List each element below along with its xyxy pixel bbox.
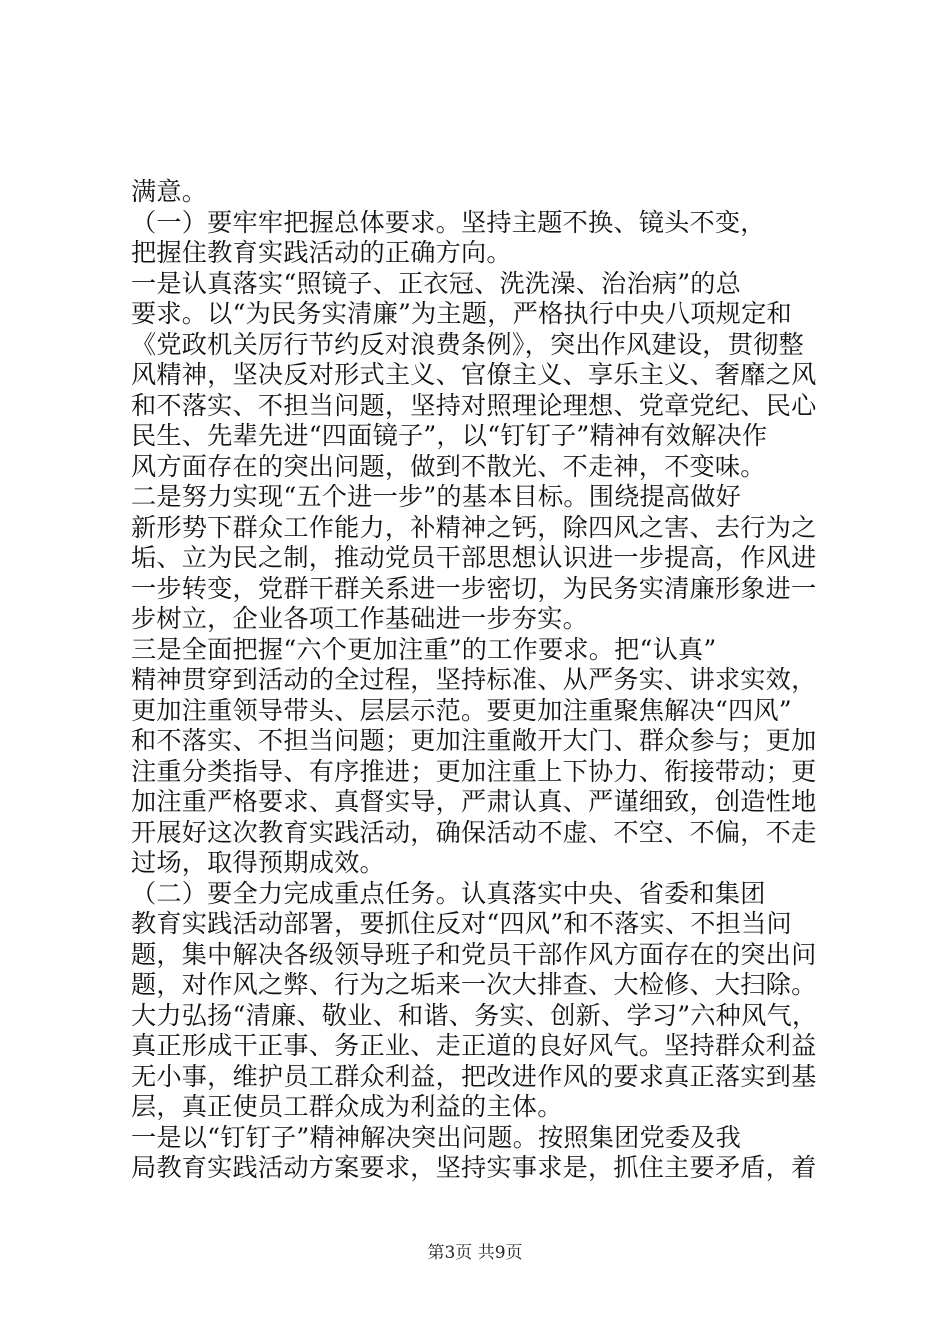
text-line: 开展好这次教育实践活动，确保活动不虚、不空、不偏，不走 bbox=[131, 818, 817, 847]
text-line: 注重分类指导、有序推进；更加注重上下协力、衔接带动；更 bbox=[131, 757, 817, 786]
text-line: 民生、先辈先进“四面镜子”，以“钉钉子”精神有效解决作 bbox=[131, 421, 768, 450]
text-line: 无小事，维护员工群众利益，把改进作风的要求真正落实到基 bbox=[131, 1062, 817, 1091]
text-line: 层，真正使员工群众成为利益的主体。 bbox=[131, 1092, 563, 1121]
text-line: 题，对作风之弊、行为之垢来一次大排查、大检修、大扫除。 bbox=[131, 970, 817, 999]
text-line: 新形势下群众工作能力，补精神之钙，除四风之害、去行为之 bbox=[131, 513, 817, 542]
text-line: 和不落实、不担当问题；更加注重敞开大门、群众参与；更加 bbox=[131, 726, 817, 755]
text-line: 步树立，企业各项工作基础进一步夯实。 bbox=[131, 604, 588, 633]
text-line: （二）要全力完成重点任务。认真落实中央、省委和集团 bbox=[131, 879, 766, 908]
text-line: 把握住教育实践活动的正确方向。 bbox=[131, 238, 512, 267]
text-line: 大力弘扬“清廉、敬业、和谐、务实、创新、学习”六种风气， bbox=[131, 1001, 818, 1030]
text-line: 风精神，坚决反对形式主义、官僚主义、享乐主义、奢靡之风 bbox=[131, 360, 817, 389]
text-line: 满意。 bbox=[131, 177, 208, 206]
text-line: 风方面存在的突出问题，做到不散光、不走神，不变味。 bbox=[131, 452, 766, 481]
text-line: 一步转变，党群干群关系进一步密切，为民务实清廉形象进一 bbox=[131, 574, 817, 603]
text-line: 一是以“钉钉子”精神解决突出问题。按照集团党委及我 bbox=[131, 1123, 742, 1152]
text-line: 加注重严格要求、真督实导，严肃认真、严谨细致，创造性地 bbox=[131, 787, 817, 816]
text-line: 题，集中解决各级领导班子和党员干部作风方面存在的突出问 bbox=[131, 940, 817, 969]
text-line: 真正形成干正事、务正业、走正道的良好风气。坚持群众利益 bbox=[131, 1031, 817, 1060]
text-line: 精神贯穿到活动的全过程，坚持标准、从严务实、讲求实效， bbox=[131, 665, 817, 694]
text-line: 要求。以“为民务实清廉”为主题，严格执行中央八项规定和 bbox=[131, 299, 792, 328]
text-line: 局教育实践活动方案要求，坚持实事求是，抓住主要矛盾，着 bbox=[131, 1153, 817, 1182]
text-line: 过场，取得预期成效。 bbox=[131, 848, 385, 877]
text-line: 教育实践活动部署，要抓住反对“四风”和不落实、不担当问 bbox=[131, 909, 792, 938]
text-line: 《党政机关厉行节约反对浪费条例》，突出作风建设，贯彻整 bbox=[131, 330, 804, 359]
text-line: 二是努力实现“五个进一步”的基本目标。围绕提高做好 bbox=[131, 482, 742, 511]
text-line: 垢、立为民之制，推动党员干部思想认识进一步提高，作风进 bbox=[131, 543, 817, 572]
text-line: 和不落实、不担当问题，坚持对照理论理想、党章党纪、民心 bbox=[131, 391, 817, 420]
page-number-footer: 第3页 共9页 bbox=[427, 1243, 523, 1263]
text-line: 更加注重领导带头、层层示范。要更加注重聚焦解决“四风” bbox=[131, 696, 792, 725]
text-line: （一）要牢牢把握总体要求。坚持主题不换、镜头不变， bbox=[131, 208, 766, 237]
text-line: 一是认真落实“照镜子、正衣冠、洗洗澡、治治病”的总 bbox=[131, 269, 742, 298]
text-line: 三是全面把握“六个更加注重”的工作要求。把“认真” bbox=[131, 635, 717, 664]
